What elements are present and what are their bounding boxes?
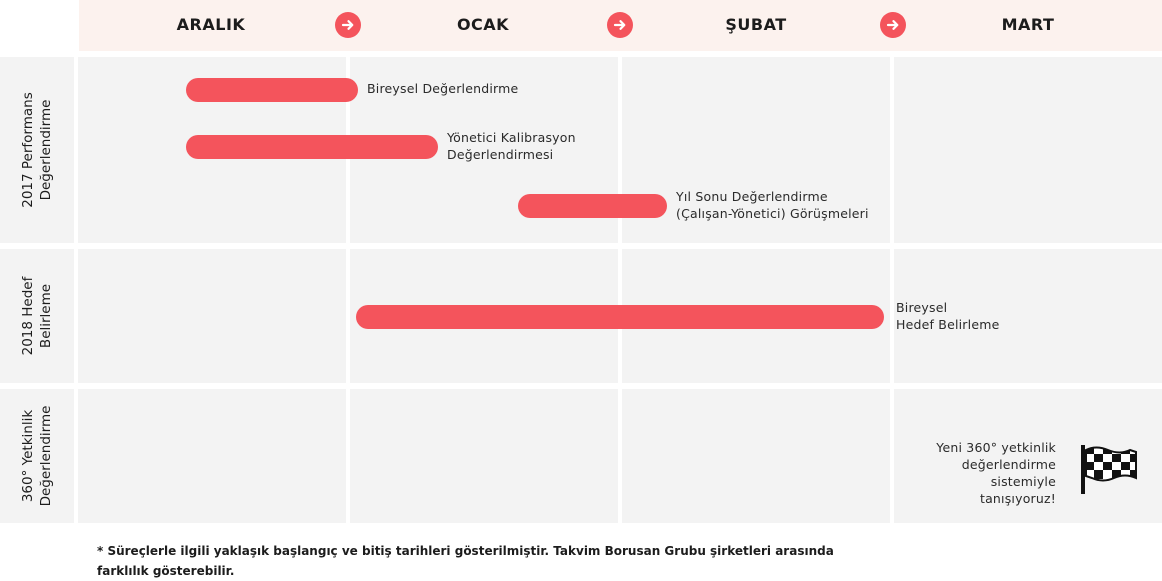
- arrow-right-icon: [335, 12, 361, 38]
- arrow-right-icon: [880, 12, 906, 38]
- grid-cell: [350, 389, 618, 523]
- bar-label-line: Değerlendirmesi: [447, 147, 554, 162]
- finish-label: [900, 439, 1056, 507]
- month-label-subat: ŞUBAT: [725, 15, 787, 34]
- bar-label: [676, 188, 869, 222]
- bar-label-line: Yıl Sonu Değerlendirme: [676, 189, 828, 204]
- arrow-right-icon: [607, 12, 633, 38]
- grid-cell: [78, 389, 346, 523]
- month-label-ocak: OCAK: [456, 15, 510, 34]
- bar-label-line: Yönetici Kalibrasyon: [447, 130, 576, 145]
- row-label-line: 2017 Performans: [20, 92, 36, 208]
- bar-label-line: Bireysel Değerlendirme: [367, 81, 519, 96]
- finish-label-line: Yeni 360° yetkinlik: [936, 440, 1056, 455]
- bar-label-line: Bireysel: [896, 300, 948, 315]
- timeline-bar: [518, 194, 667, 218]
- timeline-bar: [186, 135, 438, 159]
- grid-cell: [622, 389, 890, 523]
- bar-label: [367, 80, 518, 97]
- row-label-line: Belirleme: [38, 283, 54, 349]
- row-label-performance: [0, 57, 74, 243]
- bar-label: [447, 129, 576, 163]
- finish-label-line: değerlendirme: [961, 457, 1056, 472]
- timeline-bar: [186, 78, 358, 102]
- month-label-mart: MART: [1001, 15, 1055, 34]
- row-label-line: 2018 Hedef: [20, 276, 36, 356]
- row-label-goal-setting: [0, 249, 74, 383]
- footnote-line: * Süreçlerle ilgili yaklaşık başlangıç ve bitiş tarihleri gösterilmiştir. Takvim Borusan Grubu şirketleri arasında: [97, 544, 834, 558]
- bar-label: [896, 299, 999, 333]
- row-label-line: Değerlendirme: [38, 405, 54, 507]
- finish-label-line: sistemiyle: [990, 474, 1056, 489]
- finish-label-line: tanışıyoruz!: [979, 491, 1056, 506]
- footnote: [97, 541, 857, 581]
- row-label-360-competency: [0, 389, 74, 523]
- footnote-line: farklılık gösterebilir.: [97, 564, 235, 578]
- checkered-flag-icon: [1077, 442, 1139, 494]
- grid-cell: [894, 57, 1162, 243]
- row-label-line: Değerlendirme: [38, 99, 54, 201]
- bar-label-line: (Çalışan-Yönetici) Görüşmeleri: [676, 206, 869, 221]
- row-label-line: 360° Yetkinlik: [20, 409, 36, 503]
- timeline-bar: [356, 305, 884, 329]
- month-label-aralik: ARALIK: [176, 15, 246, 34]
- bar-label-line: Hedef Belirleme: [896, 317, 1000, 332]
- grid-cell: [78, 249, 346, 383]
